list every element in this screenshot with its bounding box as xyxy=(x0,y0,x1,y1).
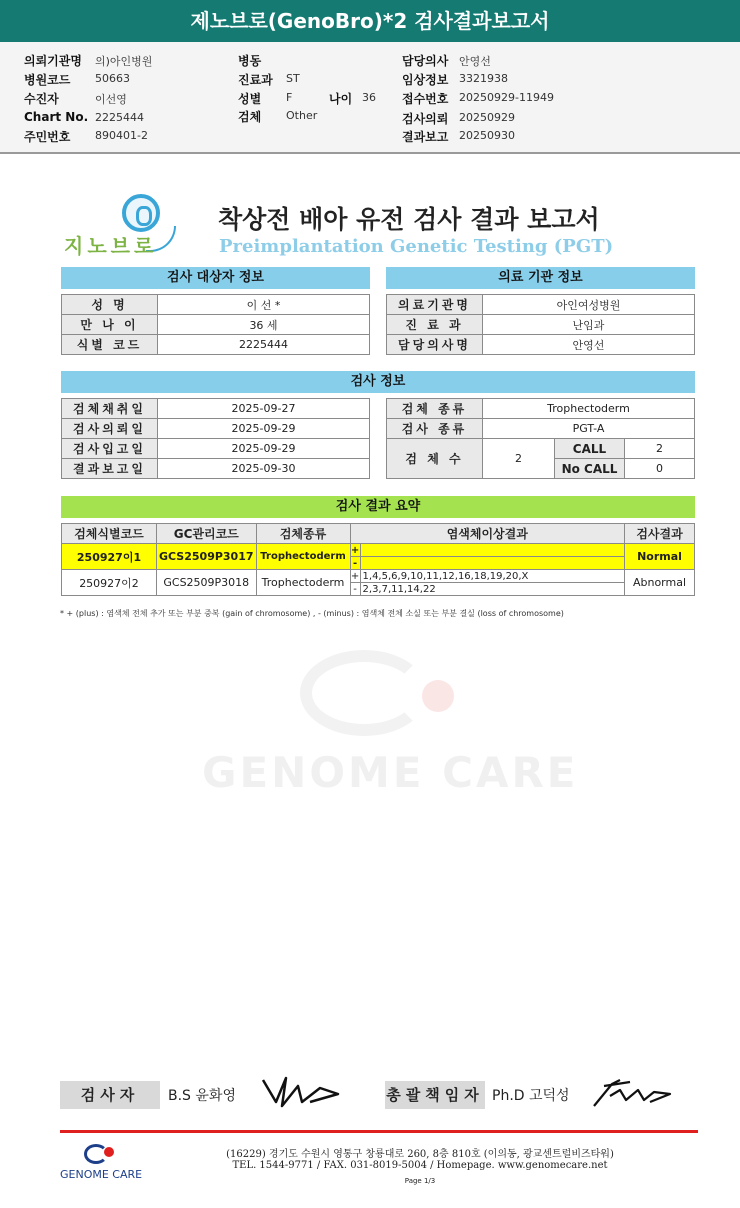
institution-info-table xyxy=(386,294,695,355)
director-label: 총괄책임자 xyxy=(385,1081,485,1109)
director-signature xyxy=(590,1072,680,1112)
field-label: 담당의사명 xyxy=(387,335,483,355)
header-value: 20250929-11949 xyxy=(459,91,554,104)
header-label: 임상정보 xyxy=(402,73,449,87)
examiner-name: B.S 윤화영 xyxy=(168,1088,236,1104)
field-value: 난임과 xyxy=(483,315,695,335)
section-result-summary: 검사 결과 요약 xyxy=(61,496,695,518)
header-value: 890401-2 xyxy=(95,129,148,142)
table-row xyxy=(62,544,695,557)
gc-code-cell: GCS2509P3018 xyxy=(157,570,257,596)
header-value: 36 xyxy=(362,91,376,104)
page-number: Page 1/3 xyxy=(404,1177,436,1185)
field-label: 검사 종류 xyxy=(387,419,483,439)
loss-symbol: - xyxy=(350,583,360,596)
column-header: 염색체이상결과 xyxy=(350,524,624,544)
field-label: 검사입고일 xyxy=(62,439,158,459)
nocall-value: 0 xyxy=(625,459,695,479)
header-label: 진료과 xyxy=(238,73,273,87)
header-label: 의뢰기관명 xyxy=(24,54,82,68)
examiner-signature xyxy=(258,1072,348,1112)
genome-care-logo-dot xyxy=(104,1147,114,1157)
footer-divider xyxy=(60,1130,698,1133)
field-value: 36 세 xyxy=(158,315,370,335)
header-label: 결과보고 xyxy=(402,130,449,144)
column-header: GC관리코드 xyxy=(157,524,257,544)
field-value: 2025-09-29 xyxy=(158,439,370,459)
field-value: 2225444 xyxy=(158,335,370,355)
header-value: 3321938 xyxy=(459,72,508,85)
watermark-text: GENOME CARE xyxy=(202,748,579,797)
header-value: 안영선 xyxy=(459,55,491,68)
field-label: 식별 코드 xyxy=(62,335,158,355)
table-row xyxy=(62,570,695,583)
header-label: 담당의사 xyxy=(402,54,449,68)
loss-chromosomes: 2,3,7,11,14,22 xyxy=(360,583,624,596)
header-value: 이선영 xyxy=(95,93,127,106)
header-label: 성별 xyxy=(238,92,262,106)
section-subject-info: 검사 대상자 정보 xyxy=(61,267,370,289)
header-label: 주민번호 xyxy=(24,130,71,144)
sample-type-cell: Trophectoderm xyxy=(256,570,350,596)
field-label: 만 나 이 xyxy=(62,315,158,335)
report-header-bar: 제노브로(GenoBro)*2 검사결과보고서 xyxy=(0,0,740,42)
report-title: 착상전 배아 유전 검사 결과 보고서 xyxy=(218,205,600,234)
field-label: 의료기관명 xyxy=(387,295,483,315)
field-label: 검사의뢰일 xyxy=(62,419,158,439)
gain-symbol: + xyxy=(350,544,360,556)
director-name: Ph.D 고덕성 xyxy=(492,1088,570,1104)
header-value: F xyxy=(286,91,293,104)
header-value: 의)아인병원 xyxy=(95,55,153,68)
gain-symbol: + xyxy=(350,570,360,582)
field-value: 안영선 xyxy=(483,335,695,355)
header-label: 병원코드 xyxy=(24,73,71,87)
field-label: 검체채취일 xyxy=(62,399,158,419)
section-institution-info: 의료 기관 정보 xyxy=(386,267,695,289)
field-value: 2025-09-29 xyxy=(158,419,370,439)
watermark-logo-dot xyxy=(422,680,454,712)
sample-count-value: 2 xyxy=(483,439,555,479)
column-header: 검체종류 xyxy=(256,524,350,544)
header-label: 검사의뢰 xyxy=(402,112,449,126)
field-value: 2025-09-27 xyxy=(158,399,370,419)
field-label: 진 료 과 xyxy=(387,315,483,335)
sample-type-cell: Trophectoderm xyxy=(256,544,350,570)
header-label: 나이 xyxy=(329,92,353,106)
column-header: 검체식별코드 xyxy=(62,524,157,544)
header-value: 20250929 xyxy=(459,111,515,124)
field-label: 검체 종류 xyxy=(387,399,483,419)
header-label: 병동 xyxy=(238,54,262,68)
genome-care-logo-text: GENOME CARE xyxy=(60,1168,143,1181)
patient-header-panel xyxy=(0,42,740,154)
column-header: 검사결과 xyxy=(625,524,695,544)
test-dates-table xyxy=(61,398,370,479)
header-value: ST xyxy=(286,72,300,85)
field-value: 아인여성병원 xyxy=(483,295,695,315)
field-value: PGT-A xyxy=(483,419,695,439)
gc-code-cell: GCS2509P3017 xyxy=(157,544,257,570)
result-summary-table xyxy=(61,523,695,596)
watermark-logo-icon xyxy=(300,650,428,736)
header-label: 접수번호 xyxy=(402,92,449,106)
call-label: CALL xyxy=(555,439,625,459)
header-value: 20250930 xyxy=(459,129,515,142)
header-label: 검체 xyxy=(238,110,262,124)
sample-id-cell: 250927이1 xyxy=(62,544,157,570)
footer-address: (16229) 경기도 수원시 영통구 창룡대로 260, 8층 810호 (이의동, 광교센트럴비즈타워) xyxy=(226,1149,614,1160)
field-label: 검 체 수 xyxy=(387,439,483,479)
field-value: 이 선 * xyxy=(158,295,370,315)
gain-chromosomes xyxy=(360,544,624,557)
header-value: 2225444 xyxy=(95,111,144,124)
field-label: 결과보고일 xyxy=(62,459,158,479)
sample-info-table xyxy=(386,398,695,479)
loss-chromosomes xyxy=(360,557,624,570)
result-cell: Abnormal xyxy=(625,570,695,596)
field-value: Trophectoderm xyxy=(483,399,695,419)
section-test-info: 검사 정보 xyxy=(61,371,695,393)
call-value: 2 xyxy=(625,439,695,459)
examiner-label: 검사자 xyxy=(60,1081,160,1109)
report-subtitle: Preimplantation Genetic Testing (PGT) xyxy=(219,236,614,257)
loss-symbol: - xyxy=(350,557,360,570)
gain-chromosomes: 1,4,5,6,9,10,11,12,16,18,19,20,X xyxy=(360,570,624,583)
field-label: 성 명 xyxy=(62,295,158,315)
genobro-logo-text: 지노브로 xyxy=(64,234,158,258)
field-value: 2025-09-30 xyxy=(158,459,370,479)
header-label: 수진자 xyxy=(24,92,59,106)
result-cell: Normal xyxy=(625,544,695,570)
sample-id-cell: 250927이2 xyxy=(62,570,157,596)
result-footnote: * + (plus) : 염색체 전체 추가 또는 부분 중복 (gain of chromosome) , - (minus) : 염색체 전체 소실 또는 부분 결실 (loss of chromosome) xyxy=(60,609,564,618)
header-label: Chart No. xyxy=(24,110,89,124)
header-value: Other xyxy=(286,109,318,122)
subject-info-table xyxy=(61,294,370,355)
footer-contact: TEL. 1544-9771 / FAX. 031-8019-5004 / Homepage. www.genomecare.net xyxy=(232,1160,608,1171)
header-value: 50663 xyxy=(95,72,130,85)
nocall-label: No CALL xyxy=(555,459,625,479)
